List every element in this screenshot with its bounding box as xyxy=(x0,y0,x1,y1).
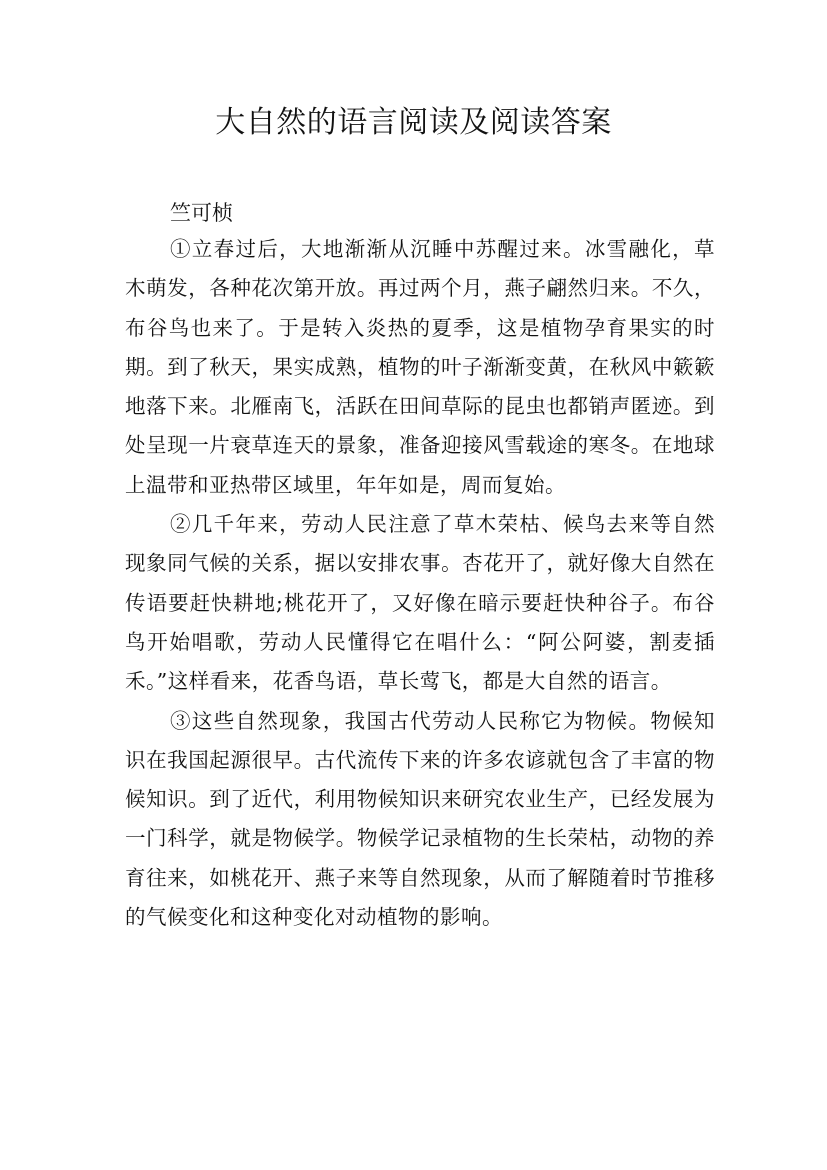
article-body xyxy=(125,230,715,937)
paragraph-1: ①立春过后，大地渐渐从沉睡中苏醒过来。冰雪融化，草木萌发，各种花次第开放。再过两个月，燕子翩然归来。不久，布谷鸟也来了。于是转入炎热的夏季，这是植物孕育果实的时期。到了秋天，果实成熟，植物的叶子渐渐变黄，在秋风中簌簌地落下来。北雁南飞，活跃在田间草际的昆虫也都销声匿迹。到处呈现一片衰草连天的景象，准备迎接风雪载途的寒冬。在地球上温带和亚热带区域里，年年如是，周而复始。 xyxy=(125,237,715,497)
paragraph-2: ②几千年来，劳动人民注意了草木荣枯、候鸟去来等自然现象同气候的关系，据以安排农事。杏花开了，就好像大自然在传语要赶快耕地;桃花开了，又好像在暗示要赶快种谷子。布谷鸟开始唱歌，劳动人民懂得它在唱什么：“阿公阿婆，割麦插禾。”这样看来，花香鸟语，草长莺飞，都是大自然的语言。 xyxy=(125,512,715,694)
paragraph-3: ③这些自然现象，我国古代劳动人民称它为物候。物候知识在我国起源很早。古代流传下来的许多农谚就包含了丰富的物候知识。到了近代，利用物候知识来研究农业生产，已经发展为一门科学，就是物候学。物候学记录植物的生长荣枯，动物的养育往来，如桃花开、燕子来等自然现象，从而了解随着时节推移的气候变化和这种变化对动植物的影响。 xyxy=(125,708,715,930)
document-title: 大自然的语言阅读及阅读答案 xyxy=(215,105,612,140)
author-name: 竺可桢 xyxy=(170,201,233,225)
